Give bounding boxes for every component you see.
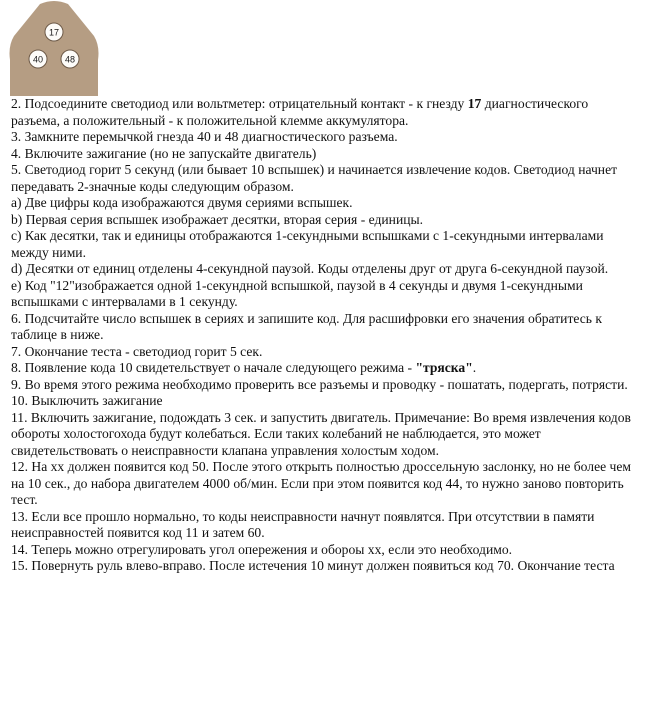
pin-48 [61, 50, 79, 68]
pin-number-17: 17 [467, 96, 482, 111]
step-2-text-b: диагностического разъема, а положительный - к положительной клемме аккумулятора. [11, 96, 589, 128]
step-5e: е) Код "12"изображается одной 1-секундной вспышкой, паузой в 4 секунды и двумя 1-секундными вспышками с интервалами в 1 секунду. [11, 277, 583, 309]
step-11: 11. Включить зажигание, подождать 3 сек. и запустить двигатель. Примечание: Во время извлечения кодов обороты холостогохода будут колебаться. Если таких колебаний не наблюдается, это может свидетельствовать о неисправности клапана управления холостым ходом. [11, 409, 631, 458]
step-12: 12. На хх должен появится код 50. После этого открыть полностью дроссельную заслонку, но не более чем на 10 сек., до набора двигателем 4000 об/мин. Если при этом появится код 44, то нужно заново повторить тест. [11, 459, 632, 507]
connector-body [10, 1, 99, 96]
pin-17-label: 17 [48, 27, 60, 38]
step-3: 3. Замкните перемычкой гнезда 40 и 48 диагностического разъема. [11, 129, 398, 144]
step-6: 6. Подсчитайте число вспышек в сериях и запишите код. Для расшифровки его значения обратитесь к таблице в ниже. [11, 310, 603, 342]
instruction-text [11, 96, 637, 575]
step-14: 14. Теперь можно отрегулировать угол опережения и обороы хх, если это необходимо. [11, 541, 513, 557]
step-5: 5. Светодиод горит 5 секунд (или бывает 10 вспышек) и начинается извлечение кодов. Светодиод начнет передавать 2-значные коды следующим образом. [11, 162, 618, 194]
step-5a: а) Две цифры кода изображаются двумя сериями вспышек. [11, 195, 353, 210]
step-2 [11, 96, 637, 129]
step-8-text-a: 8. Появление кода 10 свидетельствует о начале следующего режима - [11, 360, 416, 375]
diagnostic-connector-diagram [6, 0, 102, 96]
pin-17 [45, 23, 63, 41]
step-5b: b) Первая серия вспышек изображает десятки, вторая серия - единицы. [11, 211, 424, 227]
step-2-text-a: 2. Подсоедините светодиод или вольтметер: отрицательный контакт - к гнезду [11, 96, 468, 111]
pin-40 [29, 50, 47, 68]
step-15: 15. Повернуть руль влево-вправо. После истечения 10 минут должен появиться код 70. Окончание теста [11, 558, 615, 573]
pin-48-label: 48 [64, 54, 76, 65]
step-8-text-b: . [472, 360, 477, 375]
mode-name-shake: "тряска" [415, 360, 473, 375]
step-7: 7. Окончание теста - светодиод горит 5 сек. [11, 343, 263, 359]
step-9: 9. Во время этого режима необходимо проверить все разъемы и проводку - пошатать, подергать, потрясти. [11, 376, 628, 392]
step-5c: с) Как десятки, так и единицы отображаются 1-секундными вспышками с 1-секундными интервалами между ними. [11, 228, 604, 260]
step-5d: d) Десятки от единиц отделены 4-секундной паузой. Коды отделены друг от друга 6-секундной паузой. [11, 261, 609, 276]
step-10: 10. Выключить зажигание [11, 393, 163, 408]
pin-40-label: 40 [32, 54, 44, 65]
step-8 [11, 360, 637, 377]
step-13: 13. Если все прошло нормально, то коды неисправности начнут появлятся. При отсутствии в памяти неисправностей появится код 11 и затем 60. [11, 508, 595, 540]
step-4: 4. Включите зажигание (но не запускайте двигатель) [11, 145, 317, 161]
